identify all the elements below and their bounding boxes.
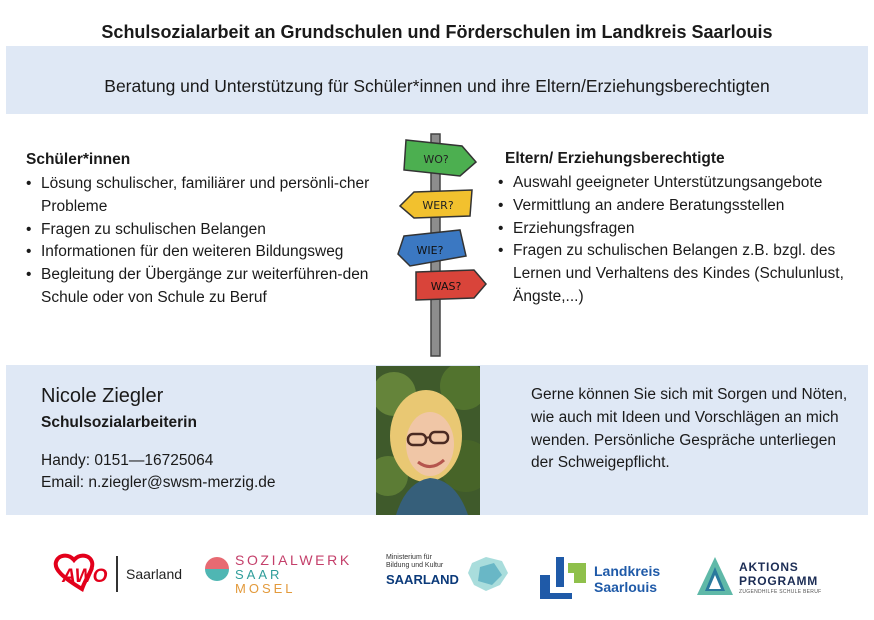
landkreis-shape-icon bbox=[538, 553, 588, 601]
students-heading: Schüler*innen bbox=[26, 151, 131, 168]
parents-item: • Vermittlung an andere Beratungsstellen bbox=[498, 195, 866, 218]
aktion-line3: ZUGENDHILFE SCHULE BERUF bbox=[739, 589, 822, 595]
parents-heading: Eltern/ Erziehungsberechtigte bbox=[505, 150, 725, 167]
awo-mark: AWO bbox=[62, 566, 108, 587]
sozialwerk-line2: SAAR bbox=[235, 567, 283, 582]
aktionsprogramm-logo bbox=[697, 557, 847, 601]
ministerium-big: SAARLAND bbox=[386, 572, 459, 587]
awo-logo bbox=[52, 553, 194, 597]
page-title: Schulsozialarbeit an Grundschulen und Förderschulen im Landkreis Saarlouis bbox=[101, 22, 773, 42]
contact-name: Nicole Ziegler bbox=[41, 385, 164, 407]
awo-text: Saarland bbox=[126, 566, 183, 582]
sozialwerk-line1: SOZIALWERK bbox=[235, 552, 352, 568]
students-item: • Lösung schulischer, familiärer und persönli-cher Probleme bbox=[26, 173, 382, 219]
landkreis-line1: Landkreis bbox=[594, 563, 661, 579]
sign-was-text: WAS? bbox=[430, 280, 462, 293]
signpost-illustration bbox=[396, 132, 496, 358]
parents-item: • Fragen zu schulischen Belangen z.B. bzgl. des Lernen und Verhaltens des Kindes (Schulunlust, Ängste,...) bbox=[498, 240, 866, 308]
ministerium-logo bbox=[382, 553, 518, 597]
saarland-map-icon bbox=[466, 555, 510, 593]
students-item: • Begleitung der Übergänge zur weiterführen-den Schule oder von Schule zu Beruf bbox=[26, 264, 382, 310]
students-item: • Fragen zu schulischen Belangen bbox=[26, 219, 382, 242]
contact-role: Schulsozialarbeiterin bbox=[41, 414, 197, 431]
ministerium-small1: Ministerium für bbox=[386, 554, 432, 561]
sozialwerk-line3: MOSEL bbox=[235, 581, 296, 596]
contact-email: Email: n.ziegler@swsm-merzig.de bbox=[41, 474, 276, 491]
sozialwerk-circle-icon bbox=[203, 555, 231, 583]
aktion-triangle-icon bbox=[697, 557, 733, 597]
sign-wo-text: WO? bbox=[423, 153, 449, 166]
ministerium-small2: Bildung und Kultur bbox=[386, 562, 444, 569]
awo-divider bbox=[116, 556, 118, 592]
portrait-photo bbox=[376, 366, 480, 515]
sign-wie bbox=[398, 230, 466, 266]
sign-wie-text: WIE? bbox=[416, 244, 444, 257]
subtitle: Beratung und Unterstützung für Schüler*innen und ihre Eltern/Erziehungsberechtigten bbox=[104, 76, 770, 96]
aktion-line1: AKTIONS bbox=[739, 560, 799, 574]
sign-wer bbox=[400, 190, 472, 218]
sign-wer-text: WER? bbox=[422, 199, 454, 212]
parents-item: • Erziehungsfragen bbox=[498, 218, 866, 241]
sign-wo bbox=[404, 140, 476, 176]
contact-note: Gerne können Sie sich mit Sorgen und Nöten, wie auch mit Ideen und Vorschlägen an mich wenden. Persönliche Gespräche unterliegen der Schweigepflicht. bbox=[531, 386, 848, 472]
sign-was bbox=[416, 270, 486, 300]
students-list bbox=[26, 173, 382, 310]
parents-item: • Auswahl geeigneter Unterstützungsangebote bbox=[498, 172, 866, 195]
sozialwerk-logo bbox=[203, 550, 363, 598]
landkreis-line2: Saarlouis bbox=[594, 579, 658, 595]
aktion-line2: PROGRAMM bbox=[739, 574, 819, 588]
students-item: • Informationen für den weiteren Bildungsweg bbox=[26, 241, 382, 264]
parents-list bbox=[498, 172, 866, 309]
landkreis-logo bbox=[538, 553, 670, 601]
contact-phone: Handy: 0151—16725064 bbox=[41, 452, 214, 469]
